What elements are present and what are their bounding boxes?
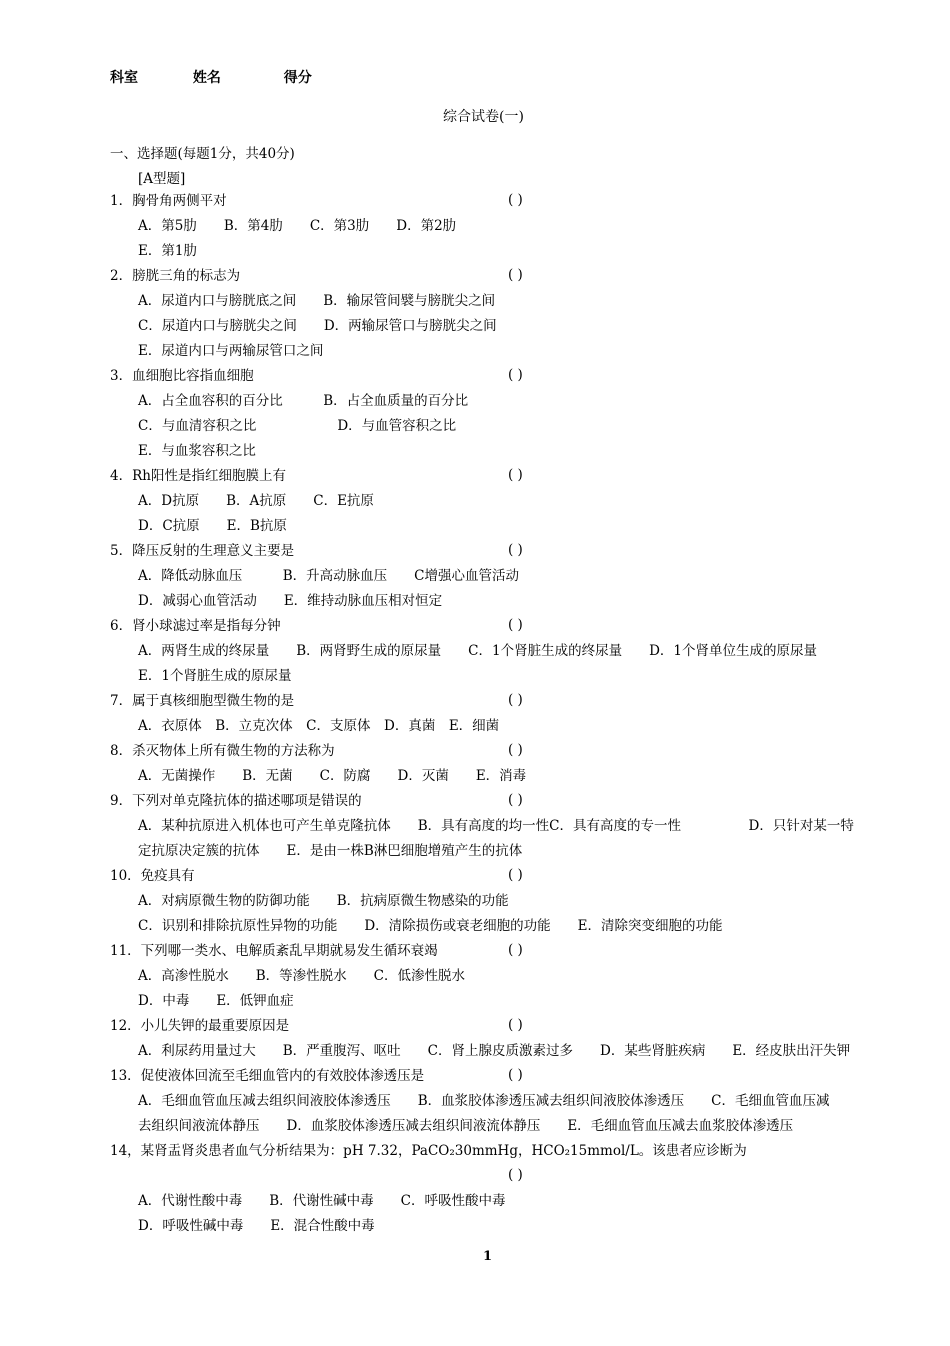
page-number: 1 [483, 1249, 493, 1264]
name-label: 姓名 [192, 70, 221, 86]
answer-blank: ( ) [508, 1067, 523, 1083]
answer-blank: ( ) [508, 192, 523, 208]
answer-options: A．利尿药用量过大 B．严重腹泻、呕吐 C．肾上腺皮质激素过多 D．某些肾脏疾病 E．经皮肤出汗失钾 [138, 1043, 851, 1059]
question-stem: 3．血细胞比容指血细胞 [110, 368, 254, 384]
answer-options: A．尿道内口与膀胱底之间 B．输尿管间襞与膀胱尖之间 [138, 293, 496, 309]
question-stem: 12．小儿失钾的最重要原因是 [110, 1018, 290, 1034]
answer-options: A．降低动脉血压 B．升高动脉血压 C增强心血管活动 [138, 568, 519, 584]
answer-options: A．D抗原 B．A抗原 C．E抗原 [138, 493, 374, 509]
answer-blank: ( ) [508, 542, 523, 558]
answer-options: A．两肾生成的终尿量 B．两肾野生成的原尿量 C．1个肾脏生成的终尿量 D．1个肾单位生成的原尿量 [138, 643, 817, 659]
answer-options: 去组织间液流体静压 D．血浆胶体渗透压减去组织间液流体静压 E．毛细血管血压减去血浆胶体渗透压 [138, 1118, 794, 1134]
answer-options: D．呼吸性碱中毒 E．混合性酸中毒 [138, 1218, 375, 1234]
answer-options: A．占全血容积的百分比 B．占全血质量的百分比 [138, 393, 469, 409]
answer-blank: ( ) [508, 867, 523, 883]
answer-options: C．尿道内口与膀胱尖之间 D．两输尿管口与膀胱尖之间 [138, 318, 497, 334]
exam-title: 综合试卷(一) [443, 109, 524, 125]
answer-options: 定抗原决定簇的抗体 E．是由一株B淋巴细胞增殖产生的抗体 [138, 843, 523, 859]
score-label: 得分 [283, 70, 312, 86]
answer-options: D．C抗原 E．B抗原 [138, 518, 287, 534]
question-stem: 8．杀灭物体上所有微生物的方法称为 [110, 743, 335, 759]
answer-options: A．衣原体 B．立克次体 C．支原体 D．真菌 E．细菌 [138, 718, 500, 734]
answer-options: A．某种抗原进入机体也可产生单克隆抗体 B．具有高度的均一性C．具有高度的专一性 D．只针对某一特 [138, 818, 854, 834]
question-stem: 5．降压反射的生理意义主要是 [110, 543, 295, 559]
answer-options: E．第1肋 [138, 243, 197, 259]
answer-options: D．减弱心血管活动 E．维持动脉血压相对恒定 [138, 593, 443, 609]
answer-options: A．高渗性脱水 B．等渗性脱水 C．低渗性脱水 [138, 968, 465, 984]
answer-blank: ( ) [508, 267, 523, 283]
question-stem: 9．下列对单克隆抗体的描述哪项是错误的 [110, 793, 362, 809]
answer-options: A．代谢性酸中毒 B．代谢性碱中毒 C．呼吸性酸中毒 [138, 1193, 506, 1209]
answer-options: E．尿道内口与两输尿管口之间 [138, 343, 324, 359]
answer-blank: ( ) [508, 942, 523, 958]
answer-blank: ( ) [508, 367, 523, 383]
answer-blank: ( ) [508, 617, 523, 633]
answer-blank: ( ) [508, 1167, 523, 1183]
question-stem: 11．下列哪一类水、电解质紊乱早期就易发生循环衰竭 [110, 943, 438, 959]
answer-options: A．毛细血管血压减去组织间液胶体渗透压 B．血浆胶体渗透压减去组织间液胶体渗透压 C．毛细血管血压减 [138, 1093, 830, 1109]
question-stem: 7．属于真核细胞型微生物的是 [110, 693, 295, 709]
question-stem: 13．促使液体回流至毛细血管内的有效胶体渗透压是 [110, 1068, 425, 1084]
answer-options: A．第5肋 B．第4肋 C．第3肋 D．第2肋 [138, 218, 457, 234]
answer-options: 14，某肾盂肾炎患者血气分析结果为：pH 7.32，PaCO₂30mmHg，HCO₂15mmol/L。该患者应诊断为 [110, 1143, 747, 1159]
answer-options: D．中毒 E．低钾血症 [138, 993, 294, 1009]
section-heading: 一、选择题(每题1分，共40分) [110, 146, 295, 162]
exam-header [110, 67, 312, 87]
question-stem: 2．膀胱三角的标志为 [110, 268, 241, 284]
answer-blank: ( ) [508, 692, 523, 708]
question-stem: 1．胸骨角两侧平对 [110, 193, 227, 209]
question-type-label: [A型题] [138, 171, 186, 187]
answer-options: C．识别和排除抗原性异物的功能 D．清除损伤或衰老细胞的功能 E．清除突变细胞的功能 [138, 918, 723, 934]
answer-options: C．与血清容积之比 D．与血管容积之比 [138, 418, 457, 434]
answer-blank: ( ) [508, 792, 523, 808]
question-stem: 10．免疫具有 [110, 868, 195, 884]
question-stem: 6．肾小球滤过率是指每分钟 [110, 618, 281, 634]
answer-blank: ( ) [508, 1017, 523, 1033]
answer-options: E．与血浆容积之比 [138, 443, 256, 459]
answer-blank: ( ) [508, 742, 523, 758]
answer-options: E．1个肾脏生成的原尿量 [138, 668, 292, 684]
answer-blank: ( ) [508, 467, 523, 483]
dept-label: 科室 [110, 70, 138, 86]
answer-options: A．对病原微生物的防御功能 B．抗病原微生物感染的功能 [138, 893, 509, 909]
question-stem: 4．Rh阳性是指红细胞膜上有 [110, 468, 286, 484]
answer-options: A．无菌操作 B．无菌 C．防腐 D．灭菌 E．消毒 [138, 768, 527, 784]
